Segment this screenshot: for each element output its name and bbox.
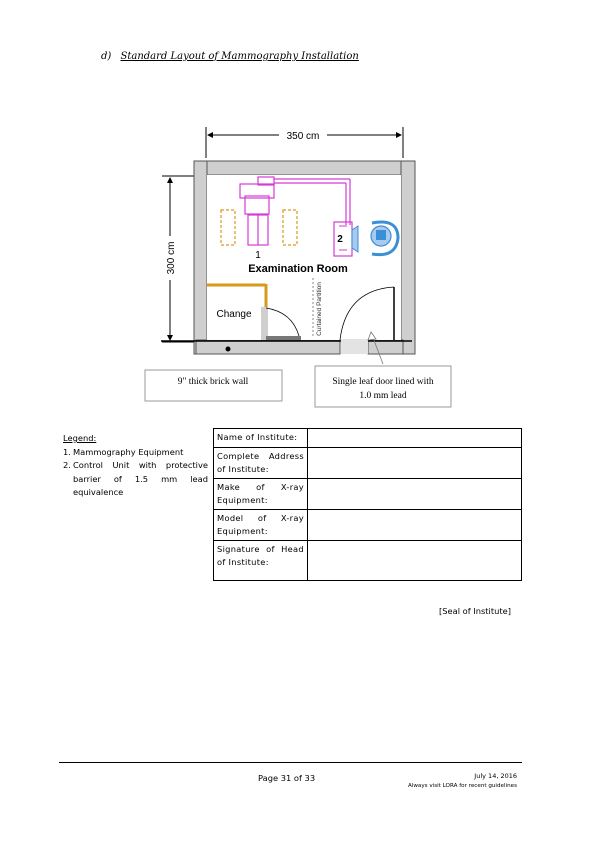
seal-placeholder: [Seal of Institute]	[439, 606, 511, 616]
label-xray-model: Model of X-ray Equipment:	[214, 510, 308, 541]
footer-note: Always visit LORA for recent guidelines	[407, 783, 517, 789]
control-number-label: 2	[337, 234, 343, 245]
legend-item-number: 2.	[63, 460, 71, 470]
height-dimension	[162, 176, 196, 342]
legend	[63, 432, 208, 500]
section-title: Standard Layout of Mammography Installation	[120, 51, 359, 62]
change-label: Change	[216, 309, 252, 320]
section-letter: d)	[101, 51, 112, 62]
width-dim-label: 350 cm	[286, 131, 320, 142]
legend-list	[63, 446, 208, 500]
legend-item-number: 1.	[63, 446, 71, 457]
page-number: Page 31 of 33	[258, 773, 316, 783]
legend-item	[63, 446, 208, 460]
field-institute-name[interactable]	[308, 429, 522, 448]
footer-divider	[59, 762, 522, 763]
table-row	[214, 510, 522, 541]
legend-item	[63, 459, 208, 500]
label-institute-address: Complete Address of Institute:	[214, 448, 308, 479]
field-head-signature[interactable]	[308, 541, 522, 581]
equipment-number-label: 1	[255, 250, 261, 261]
wall-callout-text: 9" thick brick wall	[177, 377, 249, 387]
field-institute-address[interactable]	[308, 448, 522, 479]
field-xray-make[interactable]	[308, 479, 522, 510]
field-xray-model[interactable]	[308, 510, 522, 541]
door-callout-line-1: Single leaf door lined with	[332, 377, 434, 387]
wall-marker-dot	[226, 347, 231, 352]
footer-date: July 14, 2016	[474, 772, 517, 780]
partition-label: Curtained Partition	[316, 282, 323, 336]
table-row	[214, 541, 522, 581]
legend-item-text: Control Unit with protective barrier of 1.5 mm lead equivalence	[73, 460, 208, 497]
legend-item-text: Mammography Equipment	[73, 446, 184, 457]
width-dimension	[206, 127, 403, 158]
table-row	[214, 429, 522, 448]
room-label: Examination Room	[248, 263, 348, 275]
table-row	[214, 479, 522, 510]
height-dim-label: 300 cm	[166, 241, 177, 275]
label-institute-name: Name of Institute:	[214, 429, 308, 448]
label-head-signature: Signature of Head of Institute:	[214, 541, 308, 581]
institute-info-table	[213, 428, 522, 581]
door-callout-line-2: 1.0 mm lead	[359, 391, 407, 401]
table-row	[214, 448, 522, 479]
wall-callout	[145, 370, 282, 401]
label-xray-make: Make of X-ray Equipment:	[214, 479, 308, 510]
legend-title: Legend:	[63, 433, 97, 443]
brick-walls	[161, 161, 415, 354]
